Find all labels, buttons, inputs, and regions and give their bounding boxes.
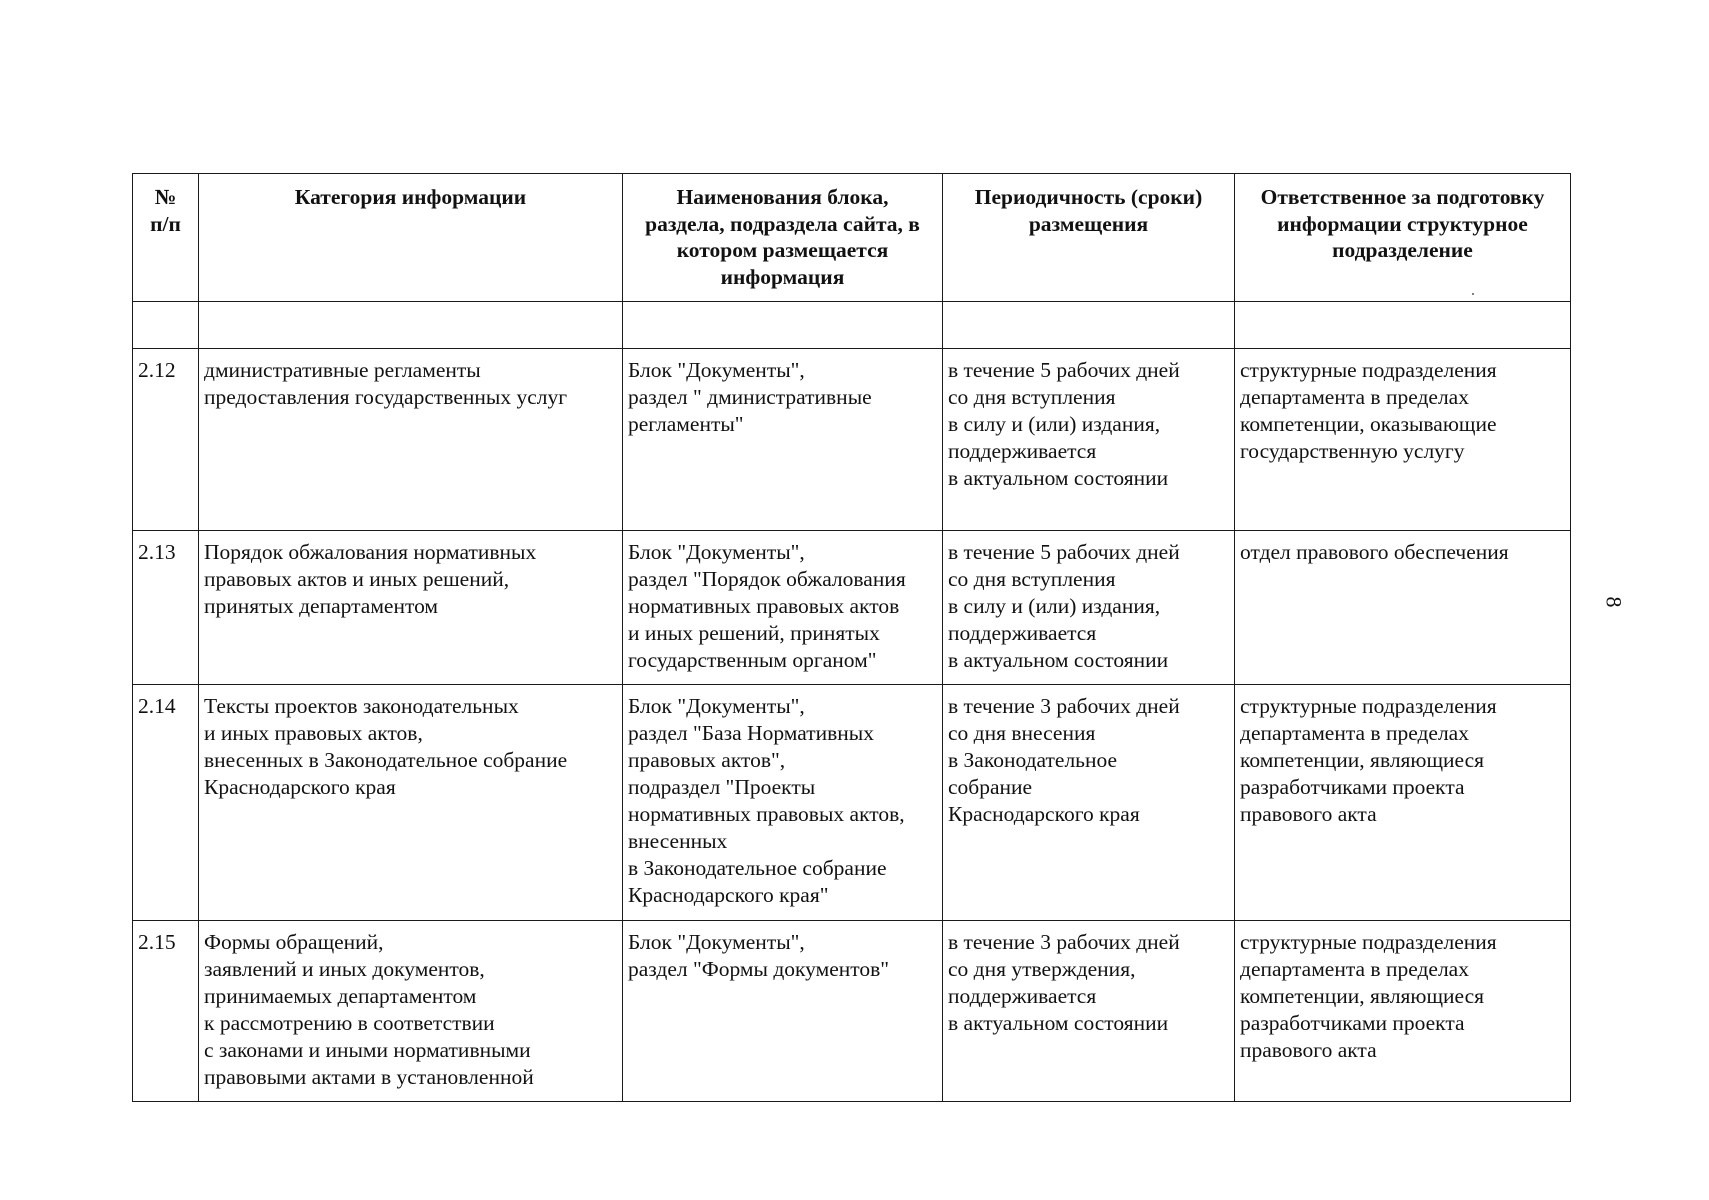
row-responsible: структурные подразделения департамента в пределах компетенции, оказывающие государственную услугу (1235, 349, 1571, 531)
row-number: 2.15 (133, 921, 199, 1102)
page-number: 8 (1601, 596, 1627, 608)
row-period: в течение 5 рабочих дней со дня вступления в силу и (или) издания, поддерживается в актуальном состоянии (943, 531, 1235, 685)
row-number: 2.13 (133, 531, 199, 685)
row-category: Тексты проектов законодательных и иных правовых актов, внесенных в Законодательное собрание Краснодарского края (199, 685, 623, 921)
table-row (133, 685, 1571, 921)
scan-dot (1472, 293, 1474, 295)
row-block: Блок "Документы", раздел "Порядок обжалования нормативных правовых актов и иных решений, принятых государственным органом" (623, 531, 943, 685)
row-category: Порядок обжалования нормативных правовых актов и иных решений, принятых департаментом (199, 531, 623, 685)
row-period: в течение 3 рабочих дней со дня внесения в Законодательное собрание Краснодарского края (943, 685, 1235, 921)
row-number: 2.14 (133, 685, 199, 921)
table-row (133, 921, 1571, 1102)
row-block: Блок "Документы", раздел " дминистративные регламенты" (623, 349, 943, 531)
header-period: Периодичность (сроки) размещения (943, 174, 1235, 302)
header-block: Наименования блока, раздела, подраздела сайта, в котором размещается информация (623, 174, 943, 302)
empty-cell (133, 302, 199, 349)
header-responsible: Ответственное за подготовку информации структурное подразделение (1235, 174, 1571, 302)
header-category: Категория информации (199, 174, 623, 302)
row-period: в течение 5 рабочих дней со дня вступления в силу и (или) издания, поддерживается в актуальном состоянии (943, 349, 1235, 531)
row-number: 2.12 (133, 349, 199, 531)
empty-cell (1235, 302, 1571, 349)
empty-cell (623, 302, 943, 349)
table-row (133, 531, 1571, 685)
row-responsible: отдел правового обеспечения (1235, 531, 1571, 685)
row-category: дминистративные регламенты предоставления государственных услуг (199, 349, 623, 531)
row-responsible: структурные подразделения департамента в пределах компетенции, являющиеся разработчиками проекта правового акта (1235, 921, 1571, 1102)
table-empty-row (133, 302, 1571, 349)
row-block: Блок "Документы", раздел "База Нормативных правовых актов", подраздел "Проекты нормативных правовых актов, внесенных в Законодательное собрание Краснодарского края" (623, 685, 943, 921)
table-row (133, 349, 1571, 531)
row-period: в течение 3 рабочих дней со дня утверждения, поддерживается в актуальном состоянии (943, 921, 1235, 1102)
info-table (132, 173, 1571, 1102)
header-number: № п/п (133, 174, 199, 302)
empty-cell (943, 302, 1235, 349)
row-responsible: структурные подразделения департамента в пределах компетенции, являющиеся разработчиками проекта правового акта (1235, 685, 1571, 921)
row-block: Блок "Документы", раздел "Формы документов" (623, 921, 943, 1102)
row-category: Формы обращений, заявлений и иных документов, принимаемых департаментом к рассмотрению в соответствии с законами и иными нормативными правовыми актами в установленной (199, 921, 623, 1102)
table-header-row (133, 174, 1571, 302)
empty-cell (199, 302, 623, 349)
